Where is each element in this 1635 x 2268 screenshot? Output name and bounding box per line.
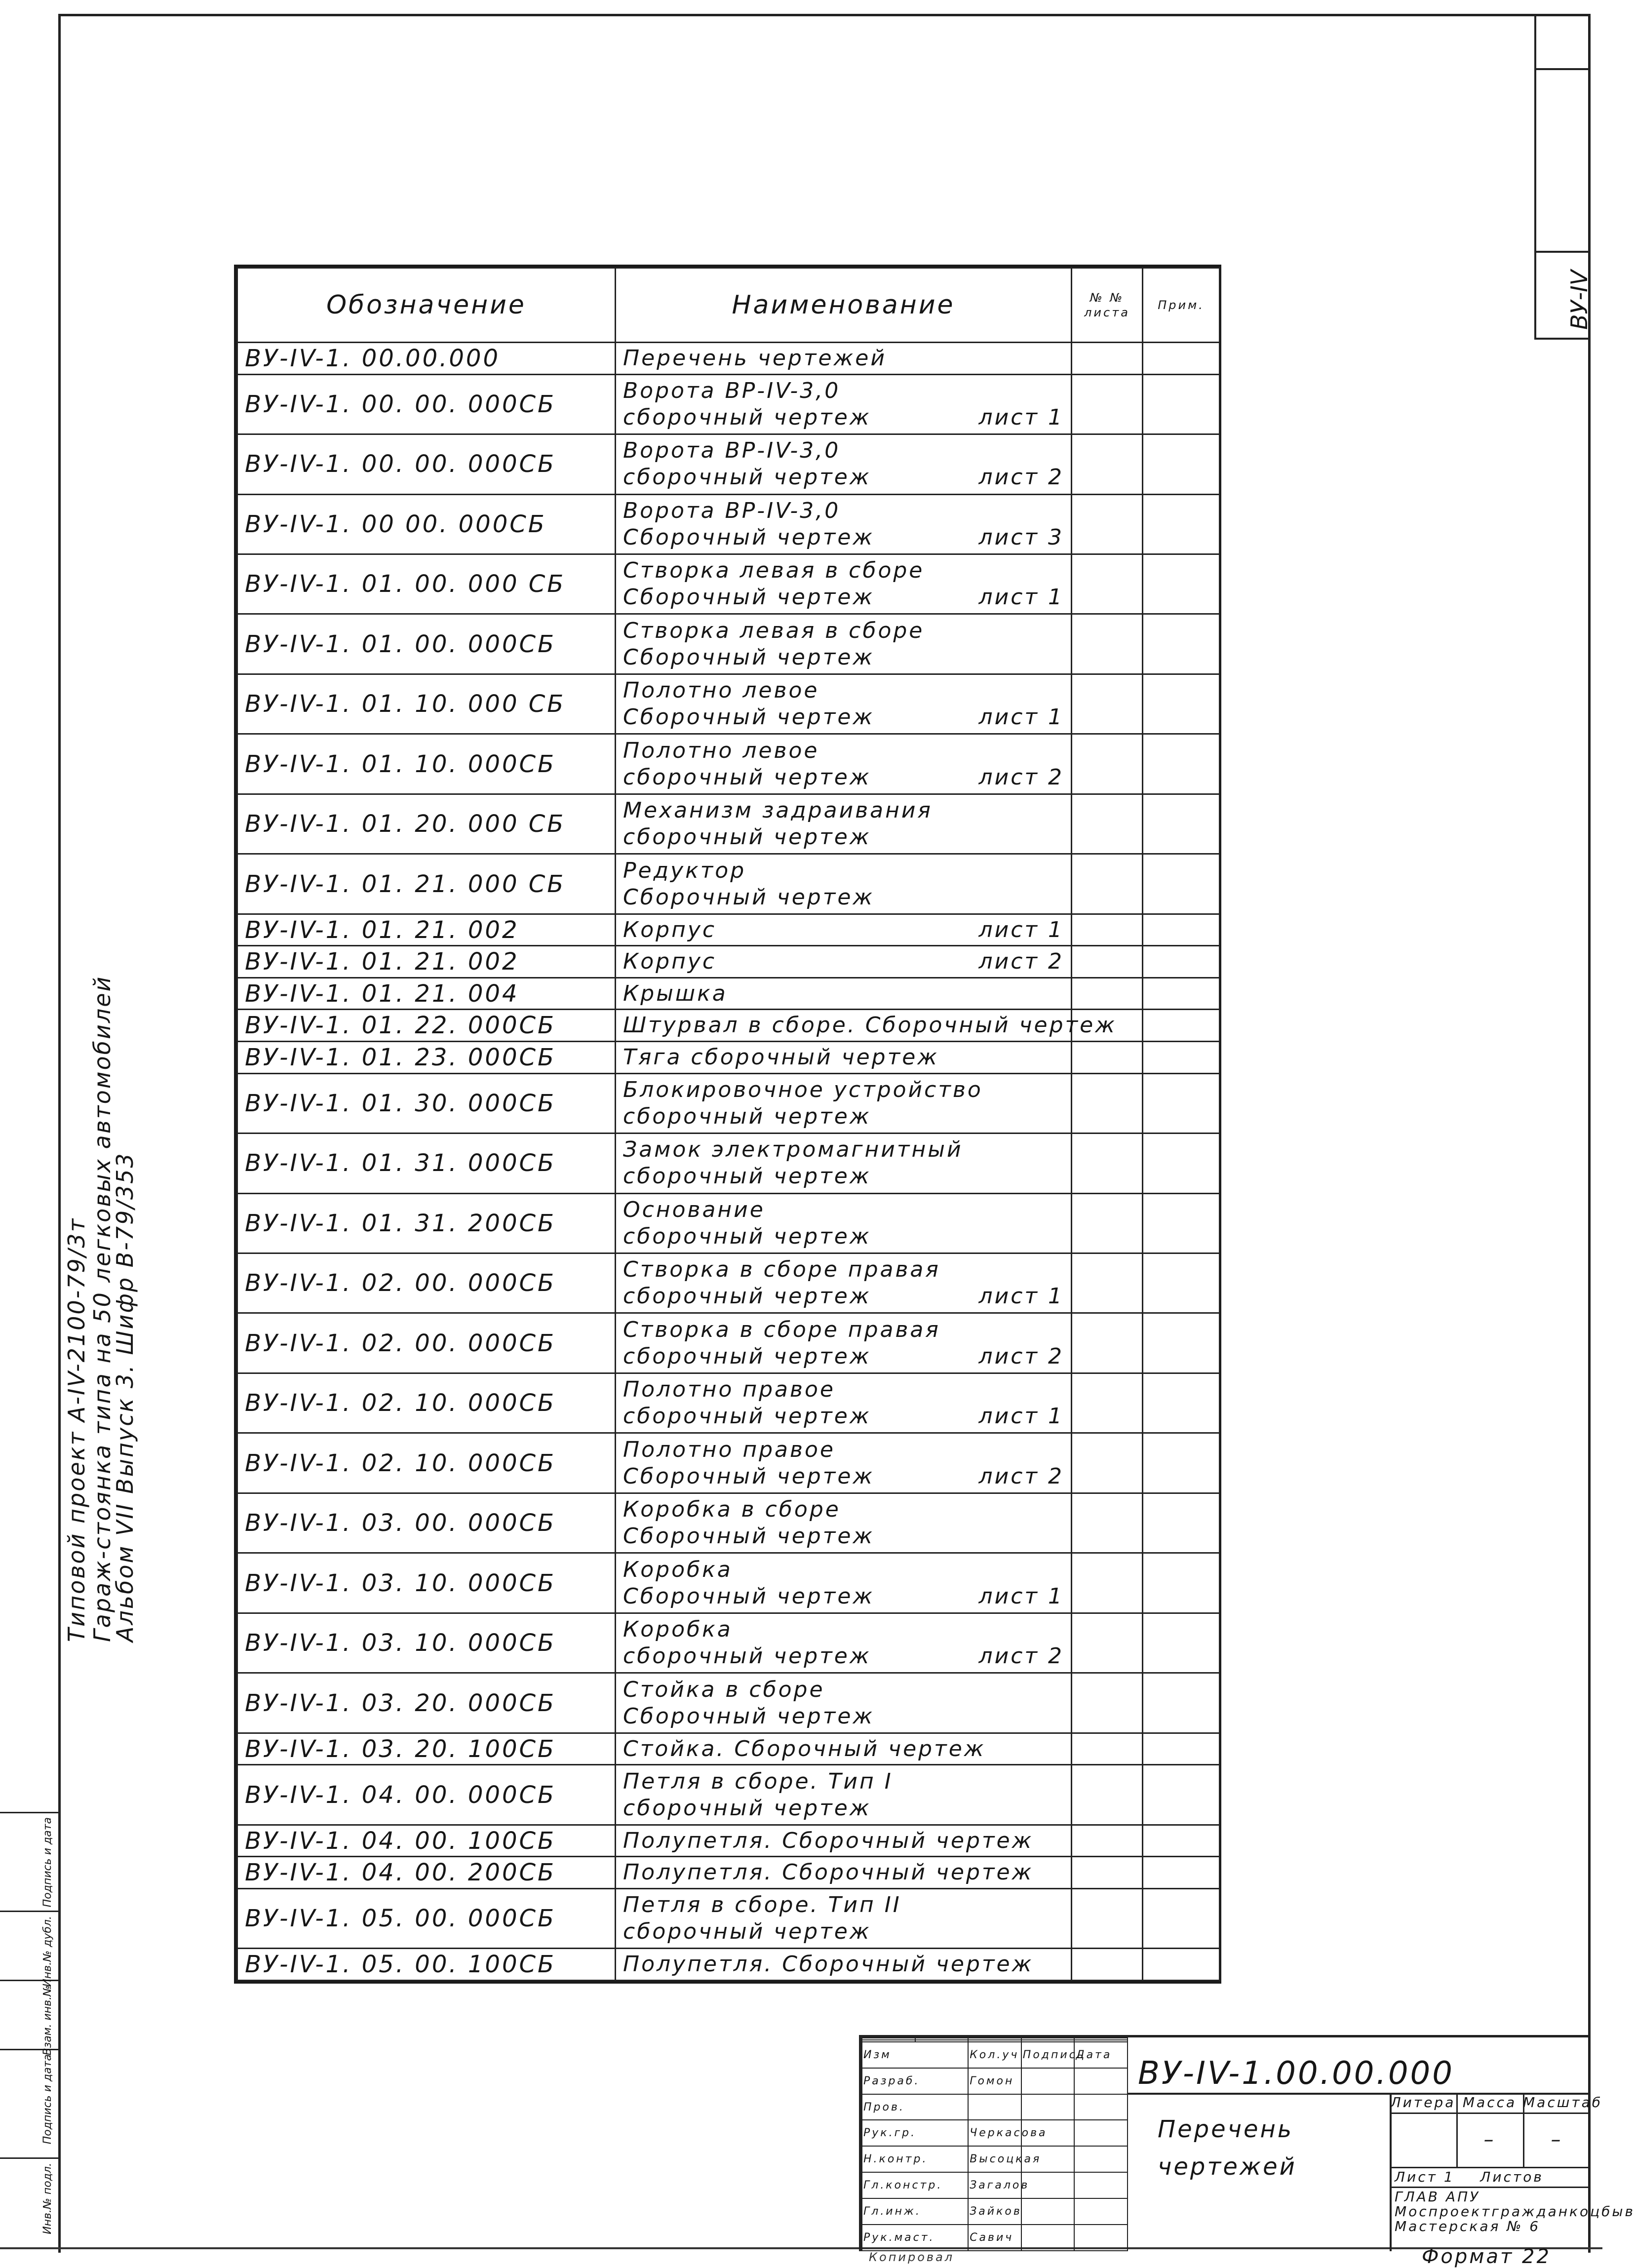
row-designation: ВУ-IV-1. 01. 20. 000 СБ <box>237 794 616 854</box>
staff-role: Пров. <box>862 2094 968 2120</box>
row-name: Замок электромагнитный сборочный чертеж <box>616 1134 1072 1193</box>
row-note <box>1143 978 1220 1010</box>
staff-date <box>1074 2120 1128 2146</box>
staff-row <box>862 2225 1128 2251</box>
row-note <box>1143 1733 1220 1765</box>
row-designation: ВУ-IV-1. 04. 00. 200СБ <box>237 1857 616 1889</box>
row-name: Блокировочное устройство сборочный чертеж <box>616 1073 1072 1133</box>
table-row <box>237 1073 1220 1133</box>
row-designation: ВУ-IV-1. 01. 21. 002 <box>237 914 616 946</box>
table-row <box>237 1010 1220 1042</box>
document-name: Перечень чертежей <box>1158 2115 1297 2181</box>
row-name: Тяга сборочный чертеж <box>616 1042 1072 1074</box>
header-designation: Обозначение <box>237 268 616 343</box>
staff-row <box>862 2120 1128 2146</box>
table-row <box>237 946 1220 978</box>
row-note <box>1143 434 1220 494</box>
row-sheet-no <box>1072 1073 1143 1133</box>
row-note <box>1143 1673 1220 1733</box>
table-row <box>237 1042 1220 1074</box>
mass-label: Масса <box>1462 2094 1517 2111</box>
row-note <box>1143 854 1220 914</box>
row-note <box>1143 1857 1220 1889</box>
table-row <box>237 794 1220 854</box>
row-sheet-no <box>1072 1733 1143 1765</box>
table-row <box>237 343 1220 375</box>
staff-name: Гомон <box>968 2068 1021 2094</box>
staff-row <box>862 2172 1128 2198</box>
row-note <box>1143 1253 1220 1313</box>
row-sheet-no <box>1072 1134 1143 1193</box>
row-sheet-no <box>1072 794 1143 854</box>
mass-value: – <box>1483 2128 1496 2151</box>
row-sheet-no <box>1072 494 1143 554</box>
row-designation: ВУ-IV-1. 04. 00. 000СБ <box>237 1765 616 1825</box>
row-note <box>1143 1010 1220 1042</box>
sheet-info: Лист 1 Листов <box>1395 2169 1544 2185</box>
row-note <box>1143 1193 1220 1253</box>
row-name: Ворота ВР-IV-3,0 сборочный чертеж лист 1 <box>616 374 1072 434</box>
table-row <box>237 1733 1220 1765</box>
staff-signature <box>1021 2225 1075 2251</box>
row-name: Полупетля. Сборочный чертеж <box>616 1825 1072 1857</box>
title-block <box>859 2035 1635 2251</box>
row-sheet-no <box>1072 1553 1143 1613</box>
corner-stamp-divider <box>1536 68 1591 70</box>
row-sheet-no <box>1072 1765 1143 1825</box>
stamp-cell: Подпись и дата <box>0 2049 58 2157</box>
row-designation: ВУ-IV-1. 01. 10. 000 СБ <box>237 674 616 734</box>
corner-stamp-code: ВУ-IV <box>1566 270 1593 330</box>
stamp-cell: Взам. инв.№ <box>0 1980 58 2049</box>
row-designation: ВУ-IV-1. 01. 10. 000СБ <box>237 734 616 794</box>
staff-name: Черкасова <box>968 2120 1021 2146</box>
row-note <box>1143 1493 1220 1553</box>
row-name: Крышка <box>616 978 1072 1010</box>
row-note <box>1143 1042 1220 1074</box>
row-note <box>1143 1073 1220 1133</box>
row-name: Основание сборочный чертеж <box>616 1193 1072 1253</box>
row-name: Ворота ВР-IV-3,0 Сборочный чертеж лист 3 <box>616 494 1072 554</box>
row-note <box>1143 946 1220 978</box>
row-designation: ВУ-IV-1. 00 00. 000СБ <box>237 494 616 554</box>
litera-label: Литера <box>1390 2094 1456 2111</box>
table-row <box>237 1433 1220 1493</box>
row-sheet-no <box>1072 1253 1143 1313</box>
row-note <box>1143 794 1220 854</box>
row-designation: ВУ-IV-1. 01. 31. 200СБ <box>237 1193 616 1253</box>
row-note <box>1143 1553 1220 1613</box>
row-name: Ворота ВР-IV-3,0 сборочный чертеж лист 2 <box>616 434 1072 494</box>
table-row <box>237 1373 1220 1433</box>
staff-date <box>1074 2198 1128 2225</box>
staff-role: Разраб. <box>862 2068 968 2094</box>
row-note <box>1143 1765 1220 1825</box>
table-row <box>237 614 1220 674</box>
meta-divider <box>1390 2167 1591 2168</box>
row-name: Стойка. Сборочный чертеж <box>616 1733 1072 1765</box>
staff-date <box>1074 2172 1128 2198</box>
row-sheet-no <box>1072 1193 1143 1253</box>
table-row <box>237 914 1220 946</box>
staff-row <box>862 2042 1128 2068</box>
row-designation: ВУ-IV-1. 02. 10. 000СБ <box>237 1433 616 1493</box>
row-name: Петля в сборе. Тип II сборочный чертеж <box>616 1888 1072 1948</box>
left-margin-line-3: Альбом VII Выпуск 3. Шифр В-79/353 <box>112 1152 138 1642</box>
row-name: Створка в сборе правая сборочный чертеж лист 2 <box>616 1313 1072 1373</box>
row-designation: ВУ-IV-1. 05. 00. 100СБ <box>237 1949 616 1981</box>
row-sheet-no <box>1072 614 1143 674</box>
document-code: ВУ-IV-1.00.00.000 <box>1138 2055 1454 2092</box>
stamp-cell: Инв.№ подл. <box>0 2157 58 2246</box>
scale-value: – <box>1551 2128 1563 2151</box>
row-designation: ВУ-IV-1. 01. 23. 000СБ <box>237 1042 616 1074</box>
table-row <box>237 1193 1220 1253</box>
row-name: Петля в сборе. Тип I сборочный чертеж <box>616 1765 1072 1825</box>
row-name: Полотно левое сборочный чертеж лист 2 <box>616 734 1072 794</box>
row-note <box>1143 1825 1220 1857</box>
staff-role: Н.контр. <box>862 2146 968 2172</box>
row-sheet-no <box>1072 1313 1143 1373</box>
table-row <box>237 674 1220 734</box>
row-note <box>1143 734 1220 794</box>
row-sheet-no <box>1072 1613 1143 1673</box>
row-name: Корпус лист 1 <box>616 914 1072 946</box>
row-sheet-no <box>1072 374 1143 434</box>
row-note <box>1143 914 1220 946</box>
row-designation: ВУ-IV-1. 00. 00. 000СБ <box>237 434 616 494</box>
staff-role: Рук.гр. <box>862 2120 968 2146</box>
staff-row <box>862 2094 1128 2120</box>
row-name: Коробка в сборе Сборочный чертеж <box>616 1493 1072 1553</box>
table-row <box>237 1613 1220 1673</box>
copied-note: Копировал <box>869 2250 955 2264</box>
row-name: Полотно левое Сборочный чертеж лист 1 <box>616 674 1072 734</box>
row-sheet-no <box>1072 1373 1143 1433</box>
table-row <box>237 1825 1220 1857</box>
row-name: Перечень чертежей <box>616 343 1072 375</box>
row-designation: ВУ-IV-1. 03. 10. 000СБ <box>237 1613 616 1673</box>
row-designation: ВУ-IV-1. 04. 00. 100СБ <box>237 1825 616 1857</box>
table-row <box>237 1253 1220 1313</box>
table-row <box>237 1493 1220 1553</box>
row-sheet-no <box>1072 734 1143 794</box>
row-name: Полупетля. Сборочный чертеж <box>616 1857 1072 1889</box>
row-note <box>1143 1949 1220 1981</box>
row-sheet-no <box>1072 1949 1143 1981</box>
drawings-list-table <box>234 265 1221 1984</box>
header-sheet-no: № № листа <box>1072 268 1143 343</box>
staff-signature: Подпись <box>1021 2042 1075 2068</box>
table-row <box>237 1765 1220 1825</box>
table-row <box>237 1134 1220 1193</box>
row-note <box>1143 1134 1220 1193</box>
table-row <box>237 554 1220 614</box>
staff-row <box>862 2068 1128 2094</box>
row-sheet-no <box>1072 854 1143 914</box>
row-designation: ВУ-IV-1. 02. 00. 000СБ <box>237 1313 616 1373</box>
table-row <box>237 978 1220 1010</box>
row-sheet-no <box>1072 554 1143 614</box>
row-sheet-no <box>1072 434 1143 494</box>
staff-role: Гл.инж. <box>862 2198 968 2225</box>
organization: ГЛАВ АПУ Моспроектгражданкоцбыв Мастерская № 6 <box>1395 2189 1635 2234</box>
row-name: Створка в сборе правая сборочный чертеж лист 1 <box>616 1253 1072 1313</box>
left-margin-project-text <box>0 899 138 1669</box>
row-name: Полупетля. Сборочный чертеж <box>616 1949 1072 1981</box>
row-designation: ВУ-IV-1. 03. 10. 000СБ <box>237 1553 616 1613</box>
row-note <box>1143 614 1220 674</box>
row-sheet-no <box>1072 914 1143 946</box>
stamp-cell: Инв.№ дубл. <box>0 1911 58 1980</box>
staff-date <box>1074 2068 1128 2094</box>
table-row <box>237 1949 1220 1981</box>
row-note <box>1143 554 1220 614</box>
left-margin-line-1: Типовой проект А-IV-2100-79/3т <box>63 1217 90 1642</box>
row-sheet-no <box>1072 1042 1143 1074</box>
staff-signature <box>1021 2198 1075 2225</box>
row-sheet-no <box>1072 1857 1143 1889</box>
header-name: Наименование <box>616 268 1072 343</box>
row-designation: ВУ-IV-1. 01. 00. 000 СБ <box>237 554 616 614</box>
row-sheet-no <box>1072 1673 1143 1733</box>
row-name: Механизм задраивания сборочный чертеж <box>616 794 1072 854</box>
row-designation: ВУ-IV-1. 02. 00. 000СБ <box>237 1253 616 1313</box>
row-sheet-no <box>1072 1888 1143 1948</box>
row-sheet-no <box>1072 1825 1143 1857</box>
format-label: Формат 22 <box>1422 2245 1551 2268</box>
row-name: Стойка в сборе Сборочный чертеж <box>616 1673 1072 1733</box>
row-designation: ВУ-IV-1. 01. 00. 000СБ <box>237 614 616 674</box>
row-designation: ВУ-IV-1. 01. 31. 000СБ <box>237 1134 616 1193</box>
table-header <box>237 268 1220 343</box>
table-row <box>237 494 1220 554</box>
row-designation: ВУ-IV-1. 01. 21. 002 <box>237 946 616 978</box>
staff-signature <box>1021 2094 1075 2120</box>
row-name: Полотно правое Сборочный чертеж лист 2 <box>616 1433 1072 1493</box>
row-designation: ВУ-IV-1. 01. 21. 000 СБ <box>237 854 616 914</box>
corner-stamp-divider <box>1536 251 1591 253</box>
row-designation: ВУ-IV-1. 03. 20. 100СБ <box>237 1733 616 1765</box>
staff-role: Рук.маст. <box>862 2225 968 2251</box>
stamp-cell: Подпись и дата <box>0 1812 58 1911</box>
row-name: Створка левая в сборе Сборочный чертеж <box>616 614 1072 674</box>
row-designation: ВУ-IV-1. 01. 30. 000СБ <box>237 1073 616 1133</box>
table-row <box>237 1673 1220 1733</box>
staff-name: Загалов <box>968 2172 1021 2198</box>
staff-signature <box>1021 2068 1075 2094</box>
row-note <box>1143 1373 1220 1433</box>
staff-name: Высоцкая <box>968 2146 1021 2172</box>
row-note <box>1143 1613 1220 1673</box>
row-designation: ВУ-IV-1. 03. 20. 000СБ <box>237 1673 616 1733</box>
row-note <box>1143 1888 1220 1948</box>
staff-row <box>862 2146 1128 2172</box>
row-note <box>1143 374 1220 434</box>
row-name: Корпус лист 2 <box>616 946 1072 978</box>
staff-date: Дата <box>1074 2042 1128 2068</box>
table-row <box>237 734 1220 794</box>
staff-row <box>862 2198 1128 2225</box>
row-name: Коробка Сборочный чертеж лист 1 <box>616 1553 1072 1613</box>
header-note: Прим. <box>1143 268 1220 343</box>
row-name: Створка левая в сборе Сборочный чертеж лист 1 <box>616 554 1072 614</box>
row-designation: ВУ-IV-1. 00.00.000 <box>237 343 616 375</box>
table-row <box>237 1553 1220 1613</box>
meta-divider <box>1456 2093 1458 2167</box>
row-sheet-no <box>1072 343 1143 375</box>
scale-label: Масштаб <box>1523 2094 1603 2111</box>
row-note <box>1143 1313 1220 1373</box>
staff-role: Изм <box>862 2042 968 2068</box>
left-margin-stamp <box>0 1664 58 2246</box>
table-row <box>237 374 1220 434</box>
row-designation: ВУ-IV-1. 01. 21. 004 <box>237 978 616 1010</box>
title-block-signature-grid <box>861 2037 1128 2251</box>
staff-date <box>1074 2094 1128 2120</box>
row-sheet-no <box>1072 1433 1143 1493</box>
table-row <box>237 1857 1220 1889</box>
row-designation: ВУ-IV-1. 01. 22. 000СБ <box>237 1010 616 1042</box>
staff-date <box>1074 2146 1128 2172</box>
row-name: Коробка сборочный чертеж лист 2 <box>616 1613 1072 1673</box>
staff-name: Кол.уч <box>968 2042 1021 2068</box>
row-name: Полотно правое сборочный чертеж лист 1 <box>616 1373 1072 1433</box>
row-sheet-no <box>1072 946 1143 978</box>
row-note <box>1143 1433 1220 1493</box>
row-sheet-no <box>1072 1493 1143 1553</box>
table-row <box>237 854 1220 914</box>
table-row <box>237 1313 1220 1373</box>
row-note <box>1143 674 1220 734</box>
table-row <box>237 434 1220 494</box>
row-designation: ВУ-IV-1. 03. 00. 000СБ <box>237 1493 616 1553</box>
row-sheet-no <box>1072 978 1143 1010</box>
row-designation: ВУ-IV-1. 05. 00. 000СБ <box>237 1888 616 1948</box>
meta-divider <box>1390 2112 1591 2114</box>
staff-name: Зайков <box>968 2198 1021 2225</box>
row-note <box>1143 343 1220 375</box>
row-sheet-no <box>1072 674 1143 734</box>
left-margin-line-2: Гараж-стоянка типа на 50 легковых автомобилей <box>89 975 116 1642</box>
staff-date <box>1074 2225 1128 2251</box>
meta-divider <box>1523 2093 1524 2167</box>
row-name: Редуктор Сборочный чертеж <box>616 854 1072 914</box>
table-row <box>237 1888 1220 1948</box>
corner-stamp <box>1534 14 1591 340</box>
staff-role: Гл.констр. <box>862 2172 968 2198</box>
staff-name <box>968 2094 1021 2120</box>
staff-name: Савич <box>968 2225 1021 2251</box>
row-designation: ВУ-IV-1. 00. 00. 000СБ <box>237 374 616 434</box>
row-note <box>1143 494 1220 554</box>
row-designation: ВУ-IV-1. 02. 10. 000СБ <box>237 1373 616 1433</box>
title-block-meta <box>1390 2093 1635 2251</box>
row-name: Штурвал в сборе. Сборочный чертеж <box>616 1010 1072 1042</box>
meta-divider <box>1390 2187 1591 2188</box>
